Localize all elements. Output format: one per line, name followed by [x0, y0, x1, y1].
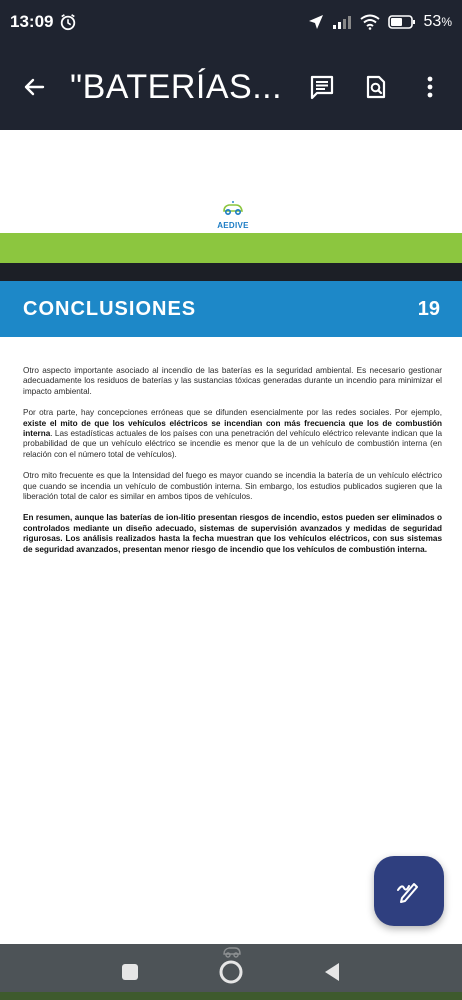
signal-icon: [332, 14, 352, 30]
battery-icon: [388, 14, 416, 30]
bold-text: existe el mito de que los vehículos eléctricos se incendian con más frecuencia que los de combustión interna: [23, 418, 442, 439]
page-number: 19: [417, 297, 440, 320]
document-page[interactable]: [0, 130, 462, 944]
edit-fab-button[interactable]: [374, 856, 444, 926]
app-bar: [0, 44, 462, 130]
home-circle-icon: [219, 960, 243, 984]
comments-button[interactable]: [302, 67, 342, 107]
paragraph: [23, 408, 442, 460]
aedive-logo: [213, 200, 253, 230]
back-nav-button[interactable]: [312, 952, 352, 992]
edit-pen-icon: [394, 876, 424, 906]
paragraph: [23, 366, 442, 397]
section-title: CONCLUSIONES: [23, 297, 197, 320]
status-time: 13:09: [10, 12, 54, 31]
comments-icon: [309, 74, 335, 100]
status-icons: [308, 13, 452, 31]
back-button[interactable]: [14, 67, 54, 107]
back-arrow-icon: [22, 75, 46, 99]
text-run: Otro mito frecuente es que la Intensidad del fuego es mayor cuando se incendia la batería de un vehículo eléctrico que cuando se incendia un vehículo de combustión interna. Sin embargo, los estudios publicados sugieren que la liberación total de calor es similar en ambos tipos de vehículos.: [23, 471, 442, 502]
alarm-icon: [59, 13, 77, 31]
status-bar: [0, 0, 462, 44]
search-document-button[interactable]: [356, 67, 396, 107]
more-options-button[interactable]: [410, 67, 450, 107]
nav-bottom-strip: [0, 992, 462, 1000]
more-vert-icon: [426, 75, 434, 99]
green-band: [0, 233, 462, 263]
document-title: "BATERÍAS...: [70, 67, 283, 106]
dark-band: [0, 263, 462, 281]
ghost-logo-icon: [222, 944, 242, 962]
text-run: . Las estadísticas actuales de los países con una penetración del vehículo eléctrico relevante indican que la probabilidad de que un vehículo eléctrico se incendie es menor que la de un vehículo de combustión interna (en relación con el número total de vehículos).: [23, 429, 442, 459]
body-text: [23, 366, 442, 566]
car-plug-logo-icon: [221, 200, 245, 216]
logo-text: AEDIVE: [217, 221, 249, 230]
battery-level: 53%: [423, 13, 452, 30]
text-run: Por otra parte, hay concepciones erróneas que se difunden esencialmente por las redes sociales. Por ejemplo,: [23, 408, 442, 418]
section-header: [0, 281, 462, 337]
paragraph: [23, 513, 442, 555]
recents-square-icon: [121, 963, 139, 981]
location-icon: [308, 14, 324, 30]
back-triangle-icon: [323, 962, 341, 982]
wifi-icon: [360, 14, 380, 30]
app-actions: [302, 67, 450, 107]
text-run: Otro aspecto importante asociado al incendio de las baterías es la seguridad ambiental. Es necesario gestionar adecuadamente los residuos de baterías y las sustancias tóxicas generadas durante un incendio para minimizar el impacto ambiental.: [23, 366, 442, 396]
search-document-icon: [363, 74, 389, 100]
recents-button[interactable]: [110, 952, 150, 992]
bold-text: En resumen, aunque las baterías de ion-litio presentan riesgos de incendio, estos pueden ser eliminados o controlados mediante un diseño adecuado, sistemas de supervisión avanzados y medidas de seguridad rigurosas. Los análisis realizados hasta la fecha muestran que los vehículos eléctricos, con sus sistemas de seguridad avanzados, presentan menor riesgo de incendio que los vehículos de combustión interna.: [23, 513, 442, 554]
paragraph: [23, 471, 442, 502]
